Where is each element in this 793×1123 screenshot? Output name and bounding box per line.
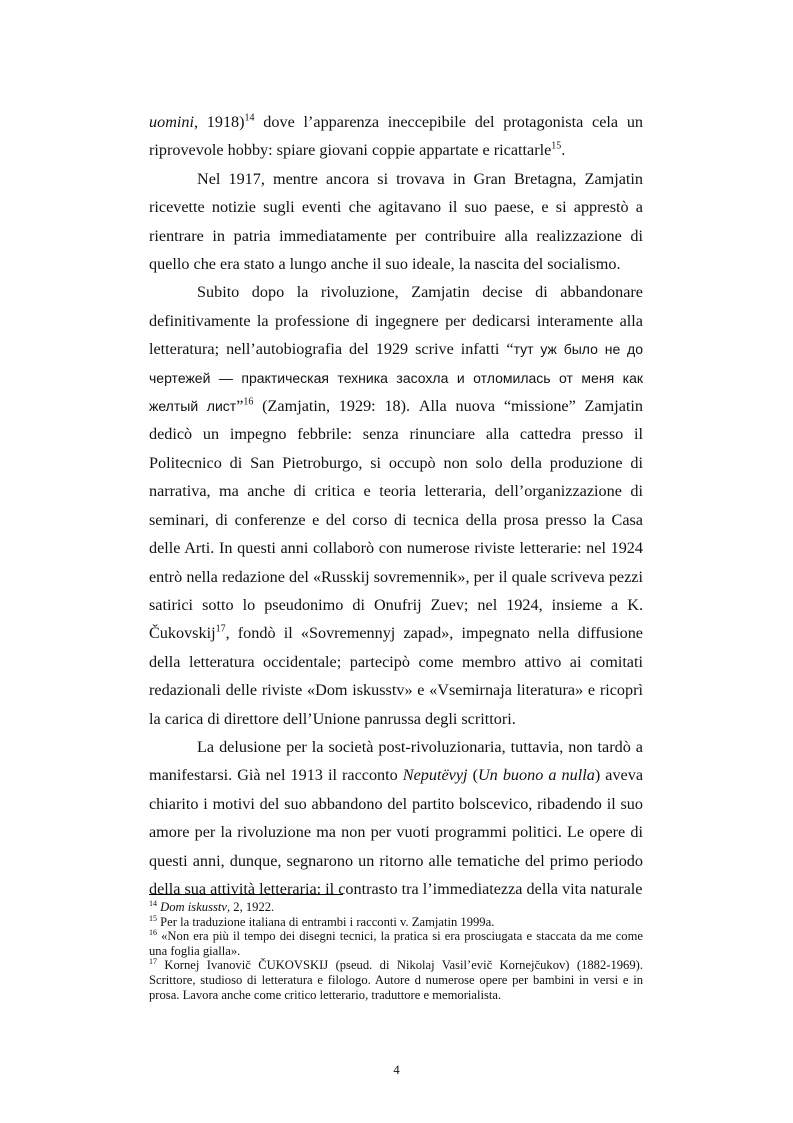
- page-number: 4: [393, 1063, 400, 1077]
- footnote-ref: 16: [243, 396, 254, 408]
- footnote-text: Per la traduzione italiana di entrambi i racconti v. Zamjatin 1999a.: [157, 914, 495, 929]
- footnote-ref: 15: [551, 141, 562, 153]
- footnote-number: 14: [149, 898, 157, 908]
- text-run: , 1918): [193, 113, 245, 131]
- text-run: ”: [236, 397, 244, 416]
- text-run: (Zamjatin, 1929: 18). Alla nuova “missione” Zamjatin dedicò un impegno febbrile: senza rinunciare alla cattedra presso il Politecnico di San Pietroburgo, si occupò non solo della produzione di narrativa, ma anche di critica e teoria letteraria, dell’organizzazione di seminari, di conferenze e del corso di tecnica della prosa presso la Casa delle Arti. In questi anni collaborò con numerose riviste letterarie: nel 1924 entrò nella redazione del «Russkij sovremennik», per il quale scriveva pezzi satirici sotto lo pseudonimo di Onufrij Zuev; nel 1924, insieme a K. Čukovskij: [149, 397, 643, 643]
- footnote: [149, 958, 643, 1002]
- text-run: dove l’apparenza ineccepibile del protagonista cela un riprovevole hobby: spiare giovani coppie appartate e ricattarle: [149, 113, 644, 160]
- text-run: (: [467, 766, 478, 785]
- footnotes: [149, 900, 643, 1002]
- footnote-number: 16: [149, 928, 157, 937]
- paragraph: [149, 108, 643, 165]
- text-run: ) aveva chiarito i motivi del suo abbandono del partito bolscevico, ribadendo il suo amore per la rivoluzione ma non per vuoti programmi politici. Le opere di questi anni, dunque, segnarono un ritorno alle tematiche del primo periodo della sua attività letteraria: il contrasto tra l’immediatezza della vita naturale: [149, 766, 644, 898]
- footnote-number: 15: [149, 913, 157, 923]
- paragraph: [149, 733, 643, 903]
- footnote-divider: [149, 894, 343, 895]
- italic-title: Un buono a nulla: [477, 766, 595, 785]
- footnote-ref: 14: [244, 112, 255, 124]
- footnote: [149, 915, 643, 930]
- footnote-number: 17: [149, 957, 157, 967]
- italic-title: Neputëvyj: [402, 766, 468, 785]
- footnote-ref: 17: [215, 623, 226, 635]
- italic-title: uomini: [149, 113, 194, 131]
- footnote-text: Kornej Ivanovič ČUKOVSKIJ (pseud. di Nikolaj Vasil’evič Kornejčukov) (1882-1969). Scrittore, studioso di letteratura e filologo. Autore d numerose opere per bambini in versi e in prosa. Lavora anche come critico letterario, traduttore e memorialista.: [149, 958, 643, 1002]
- footnote: [149, 900, 643, 915]
- footnote: [149, 929, 643, 958]
- main-text: [149, 108, 643, 903]
- footnote-text: «Non era più il tempo dei disegni tecnici, la pratica si era prosciugata e staccata da me come una foglia gialla».: [149, 929, 643, 958]
- paragraph: [149, 278, 643, 733]
- text-run: Subito dopo la rivoluzione, Zamjatin decise di abbandonare definitivamente la professione di ingegnere per dedicarsi interamente alla letteratura; nell’autobiografia del 1929 scrive infatti “: [149, 283, 643, 359]
- russian-quote: тут уж было не до чертежей — практическая техника засохла и отломилась от меня как желтый лист: [149, 341, 643, 415]
- text-run: La delusione per la società post-rivoluzionaria, tuttavia, non tardò a manifestarsi. Già nel 1913 il racconto: [149, 737, 643, 785]
- paragraph: Nel 1917, mentre ancora si trovava in Gran Bretagna, Zamjatin ricevette notizie sugli eventi che agitavano il suo paese, e si apprestò a rientrare in patria immediatamente per contribuire alla realizzazione di quello che era stato a lungo anche il suo ideale, la nascita del socialismo.: [149, 169, 643, 274]
- footnote-text: , 2, 1922.: [226, 900, 275, 914]
- text-run: , fondò il «Sovremennyj zapad», impegnato nella diffusione della letteratura occidentale; partecipò come membro attivo ai comitati redazionali delle riviste «Dom iskusstv» e «Vsemirnaja literatura» e ricoprì la carica di direttore dell’Unione panrussa degli scrittori.: [149, 624, 643, 728]
- italic-title: Dom iskusstv: [160, 900, 227, 914]
- text-run: .: [561, 141, 566, 160]
